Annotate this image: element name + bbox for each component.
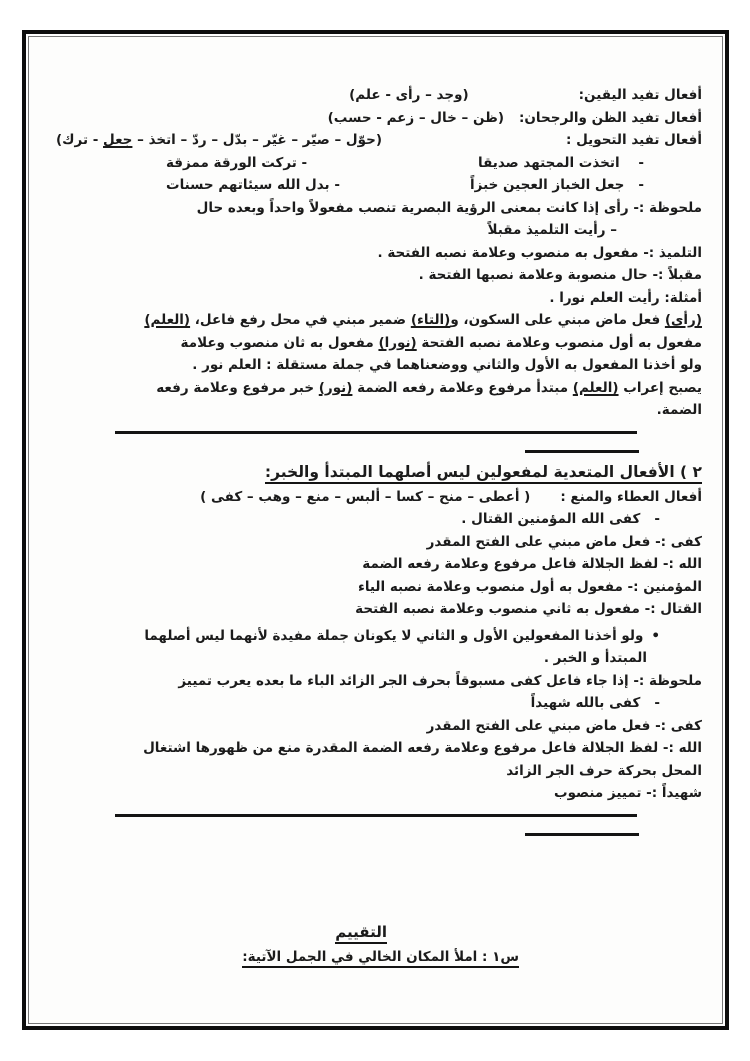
- text-part: يصبح إعراب: [618, 379, 702, 396]
- examples-title-line: أمثلة: رأيت العلم نورا .: [549, 289, 702, 306]
- note-line: ملحوظة :- رأى إذا كانت بمعنى الرؤية البصرية تنصب مفعولاً واحداً وبعده حال: [196, 199, 702, 216]
- certainty-verbs-row: [56, 84, 702, 107]
- evaluation-title: [56, 920, 387, 945]
- question-1: [56, 945, 519, 969]
- section-2-heading-text: ٢ ) الأفعال المتعدية لمفعولين ليس أصلهما المبتدأ والخبر:: [265, 463, 702, 484]
- bullet-line: [56, 625, 702, 648]
- document-body: [26, 34, 725, 969]
- analysis-line-2: [56, 332, 702, 355]
- text-part: مبتدأ مرفوع وعلامة رفعه الضمة: [352, 379, 573, 396]
- irab-line: كفى :- فعل ماض مبني على الفتح المقدر: [426, 533, 702, 550]
- transformation-verbs-label: أفعال تفيد التحويل :: [566, 132, 702, 148]
- irab-line: شهيداً :- تمييز منصوب: [554, 785, 702, 801]
- evaluation-title-text: التقييم: [335, 923, 387, 944]
- text-part: فعل ماض مبني على السكون، و: [450, 312, 665, 328]
- underlined-word: جعل: [103, 132, 133, 148]
- underlined-word: (التاء): [410, 312, 451, 328]
- text-part: ضمير مبني في محل رفع فاعل،: [190, 312, 411, 328]
- list-part: (حوّل – صيّر – غيّر – بدّل – ردّ – اتخذ –: [132, 132, 382, 148]
- example-sentence: - كفى بالله شهيداً: [530, 695, 660, 711]
- irab-line: الله :- لفظ الجلالة فاعل مرفوع وعلامة رفعه الضمة: [362, 556, 702, 572]
- bullet-text: ولو أخذنا المفعولين الأول و الثاني لا يكونان جملة مفيدة لأنهما ليس أصلهما: [144, 627, 644, 644]
- note-example-line: – رأيت التلميذ مقبلاً: [487, 222, 617, 238]
- underlined-word: (نورا): [378, 334, 417, 351]
- irab-line: كفى :- فعل ماض مبني على الفتح المقدر: [426, 717, 702, 734]
- analysis-line-4: [56, 377, 702, 400]
- transformation-verbs-list: [56, 129, 382, 152]
- giving-verbs-row: [56, 486, 702, 509]
- transformation-verbs-row: [56, 129, 702, 152]
- analysis-line-5: الضمة.: [656, 402, 702, 418]
- certainty-verbs-list: (وجد – رأى - علم): [349, 87, 469, 103]
- underlined-word: (نور): [318, 379, 353, 396]
- note-line: ملحوظة :- إذا جاء فاعل كفى مسبوقاً بحرف الجر الزائد الباء ما بعده يعرب تمييز: [178, 672, 702, 689]
- irab-line-continuation: المحل بحركة حرف الجر الزائد: [506, 762, 702, 779]
- giving-verbs-label: أفعال العطاء والمنع :: [560, 488, 702, 505]
- text-part: مفعول به أول منصوب وعلامة نصبه الفتحة: [416, 334, 702, 351]
- text-part: مفعول به ثان منصوب وعلامة: [180, 334, 379, 351]
- example-right: - جعل الخباز العجين خبزاً: [470, 177, 644, 193]
- analysis-line-3: ولو أخذنا المفعول به الأول والثاني ووضعناهما في جملة مستقلة : العلم نور .: [192, 357, 702, 373]
- irab-line: مقبلاً :- حال منصوبة وعلامة نصبها الفتحة .: [418, 267, 702, 283]
- divider-long: [115, 431, 637, 434]
- giving-verbs-list: ( أعطى – منح – كسا – ألبس – منع – وهب – كفى ): [200, 488, 531, 505]
- example-right: - اتخذت المجتهد صديقا: [478, 154, 644, 171]
- underlined-word: (العلم): [572, 379, 619, 396]
- underlined-word: (العلم): [144, 312, 191, 328]
- page-frame: [22, 30, 729, 1030]
- doubt-verbs-label: أفعال تفيد الظن والرجحان:: [519, 109, 702, 126]
- bullet-line-continuation: المبتدأ و الخبر .: [543, 650, 647, 666]
- question-1-text: س١ : املأ المكان الخالي في الجمل الآتية:: [242, 949, 519, 968]
- irab-line: المؤمنين :- مفعول به أول منصوب وعلامة نصبه الياء: [357, 578, 702, 595]
- doubt-verbs-list: (ظن – خال – زعم - حسب): [327, 109, 504, 126]
- text-part: خبر مرفوع وعلامة رفعه: [156, 379, 319, 396]
- doubt-verbs-row: [56, 107, 702, 130]
- underlined-word: (رأى): [664, 312, 702, 328]
- divider-short: [525, 833, 639, 836]
- irab-line: القتال :- مفعول به ثاني منصوب وعلامة نصبه الفتحة: [355, 601, 702, 617]
- example-row-1: [56, 152, 702, 175]
- certainty-verbs-label: أفعال تفيد اليقين:: [578, 87, 702, 103]
- irab-line: الله :- لفظ الجلالة فاعل مرفوع وعلامة رفعه الضمة المقدرة منع من ظهورها اشتغال: [143, 740, 702, 756]
- irab-line: التلميذ :- مفعول به منصوب وعلامة نصبه الفتحة .: [377, 244, 702, 261]
- example-sentence: - كفى الله المؤمنين القتال .: [461, 511, 660, 527]
- example-row-2: [56, 174, 702, 197]
- bullet-icon: •: [651, 627, 660, 644]
- example-left: - تركت الورقة ممزقة: [166, 154, 308, 171]
- divider-short: [525, 450, 639, 453]
- example-left: - بدل الله سيئاتهم حسنات: [166, 177, 340, 193]
- analysis-line-1: [56, 309, 702, 332]
- divider-long: [115, 814, 637, 817]
- section-2-heading: [56, 460, 702, 486]
- list-part: - ترك): [56, 132, 104, 148]
